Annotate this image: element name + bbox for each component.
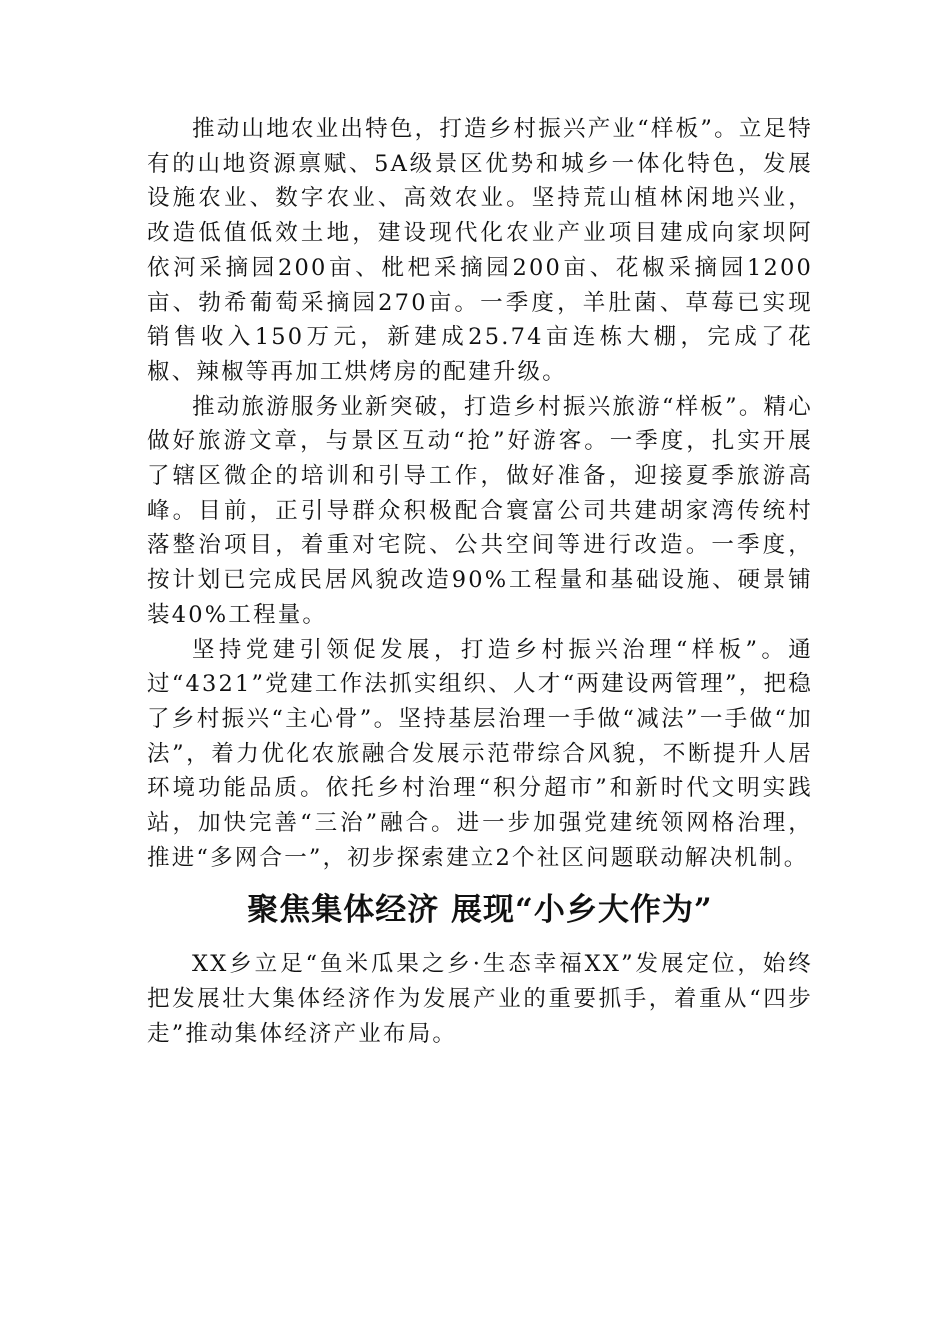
paragraph-tourism: 推动旅游服务业新突破，打造乡村振兴旅游“样板”。精心做好旅游文章，与景区互动“抢”好游客。一季度，扎实开展了辖区微企的培训和引导工作，做好准备，迎接夏季旅游高峰。目前，正引导群众积极配合寰富公司共建胡家湾传统村落整治项目，着重对宅院、公共空间等进行改造。一季度，按计划已完成民居风貌改造90%工程量和基础设施、硬景铺装40%工程量。	[147, 393, 813, 628]
section-heading: 聚焦集体经济 展现“小乡大作为”	[247, 892, 713, 929]
paragraph-party-building: 坚持党建引领促发展，打造乡村振兴治理“样板”。通过“4321”党建工作法抓实组织、人才“两建设两管理”，把稳了乡村振兴“主心骨”。坚持基层治理一手做“减法”一手做“加法”，着力优化农旅融合发展示范带综合风貌，不断提升人居环境功能品质。依托乡村治理“积分超市”和新时代文明实践站，加快完善“三治”融合。进一步加强党建统领网格治理，推进“多网合一”，初步探索建立2个社区问题联动解决机制。	[147, 636, 813, 871]
paragraph-collective-economy: XX乡立足“鱼米瓜果之乡·生态幸福XX”发展定位，始终把发展壮大集体经济作为发展产业的重要抓手，着重从“四步走”推动集体经济产业布局。	[147, 951, 813, 1047]
document-body	[147, 112, 813, 1052]
paragraph-agriculture: 推动山地农业出特色，打造乡村振兴产业“样板”。立足特有的山地资源禀赋、5A级景区优势和城乡一体化特色，发展设施农业、数字农业、高效农业。坚持荒山植林闲地兴业，改造低值低效土地，建设现代化农业产业项目建成向家坝阿依河采摘园200亩、枇杷采摘园200亩、花椒采摘园1200亩、勃希葡萄采摘园270亩。一季度，羊肚菌、草莓已实现销售收入150万元，新建成25.74亩连栋大棚，完成了花椒、辣椒等再加工烘烤房的配建升级。	[147, 116, 813, 385]
